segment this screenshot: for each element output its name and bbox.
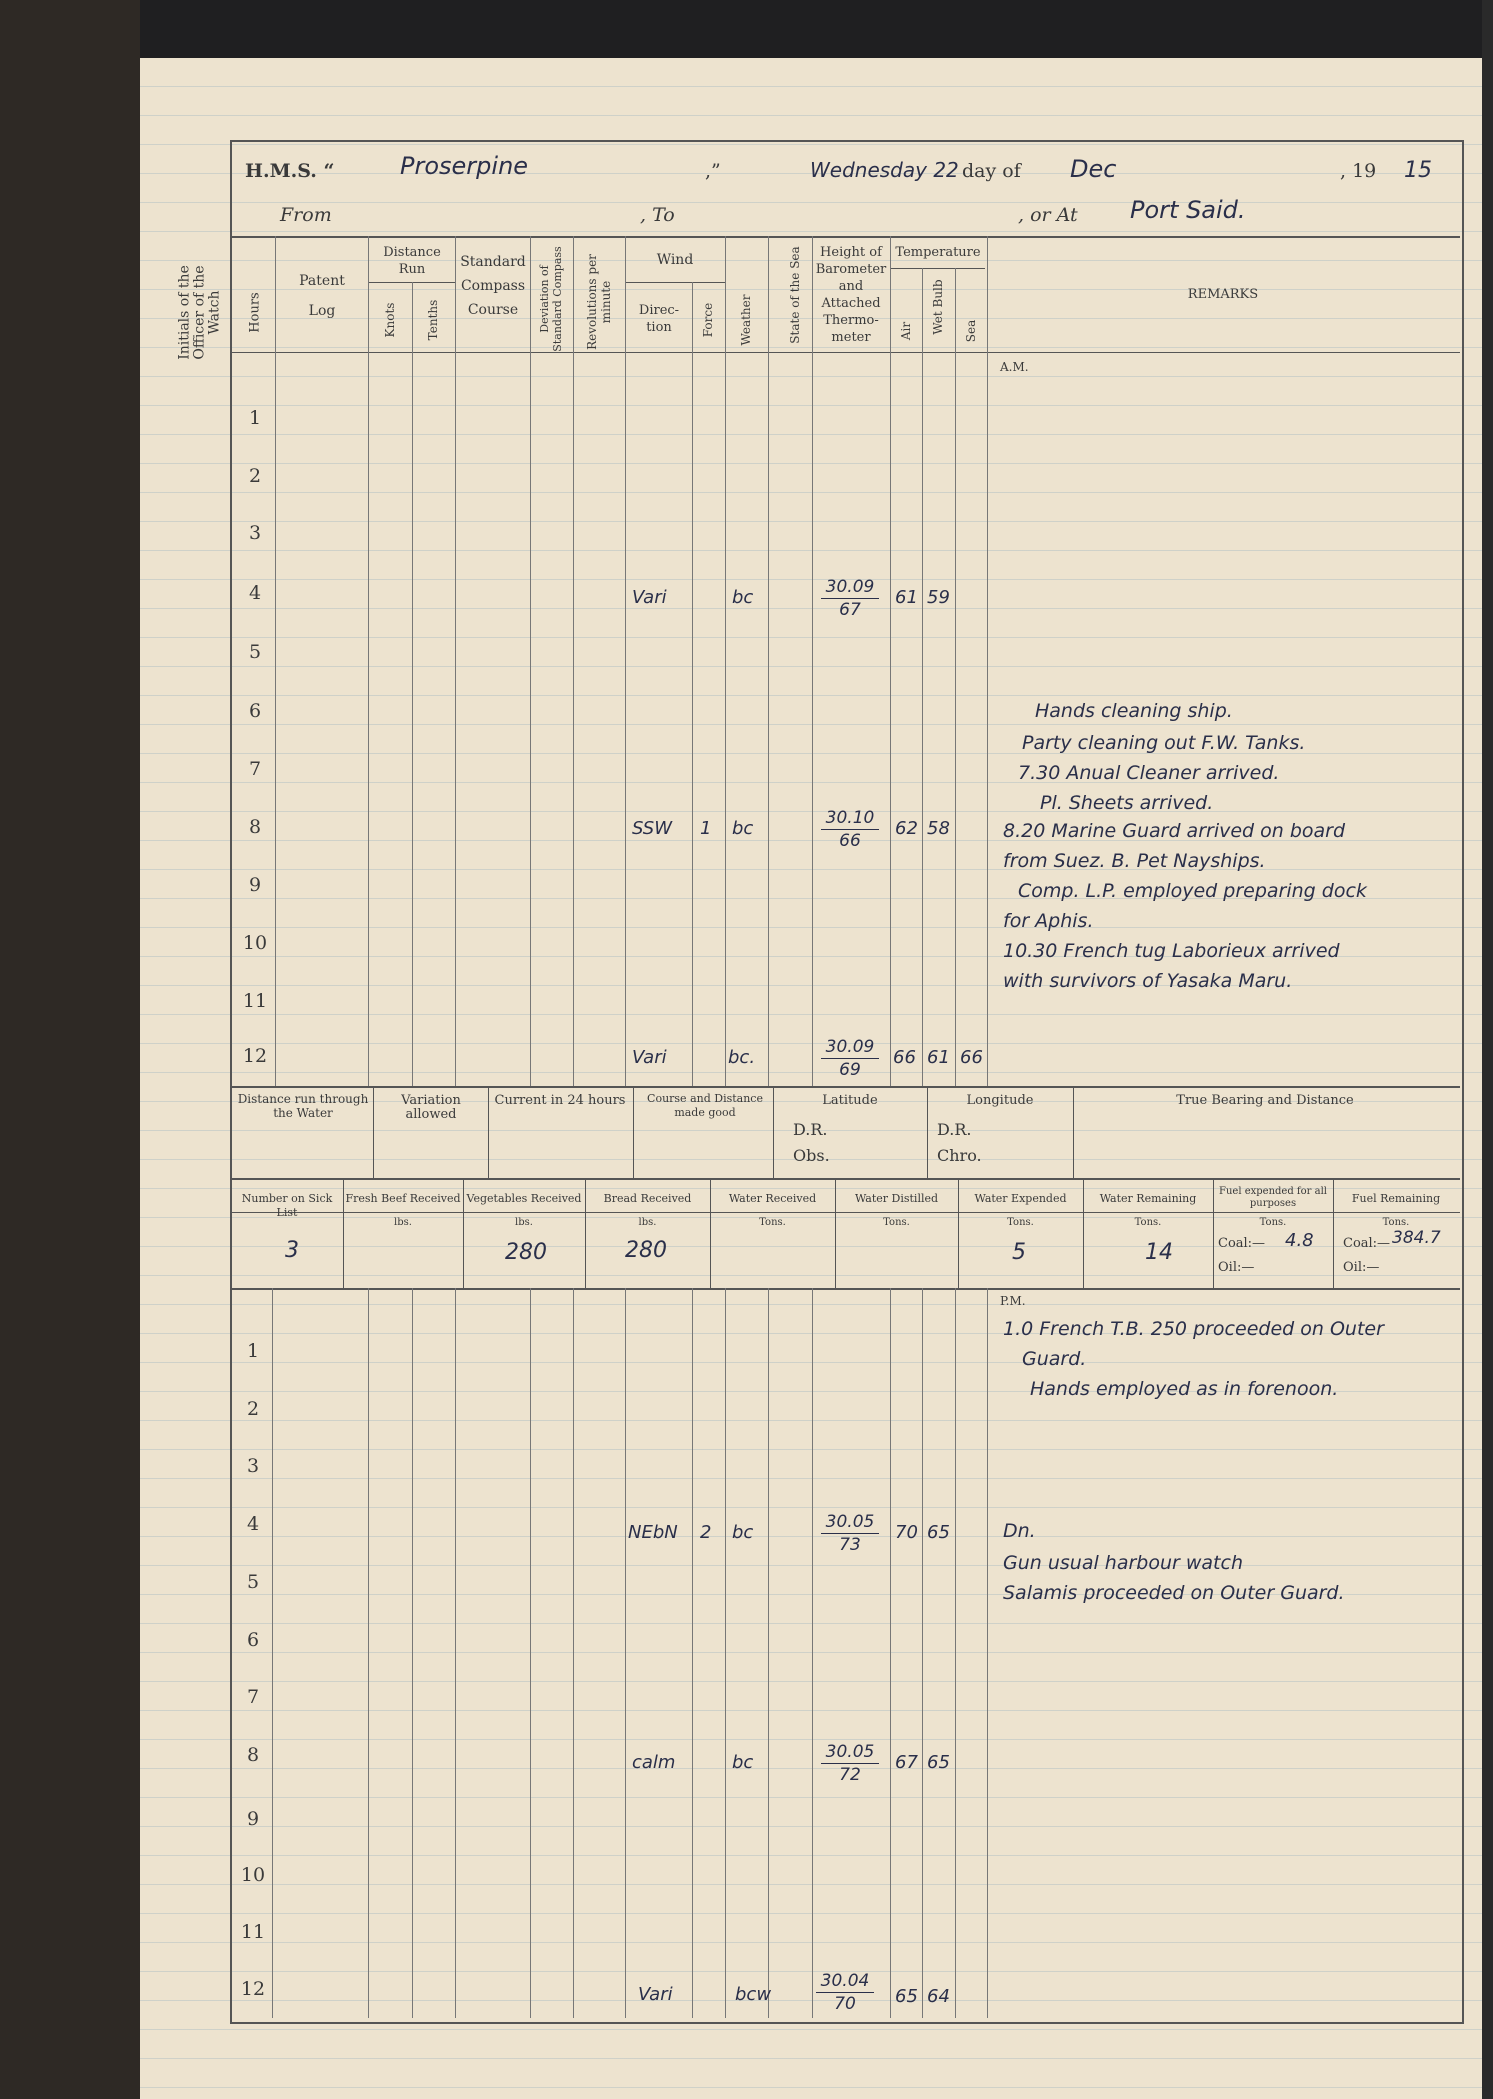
sup-h-water-rem: Water Remaining — [1099, 1192, 1197, 1205]
nav-lat-obs: Obs. — [793, 1146, 830, 1165]
col-sea: Sea — [964, 319, 978, 343]
sup-unit: Tons. — [883, 1217, 910, 1228]
coal-label-2: Coal:— — [1343, 1236, 1391, 1251]
sup-water-rem-value: 14 — [1145, 1240, 1173, 1265]
pm-8-direction: calm — [632, 1752, 676, 1773]
nav-course: Course and Distance made good — [647, 1092, 763, 1119]
ship-name: Proserpine — [400, 152, 529, 180]
quote-close: ,” — [705, 160, 721, 182]
pm-hour: 2 — [246, 1398, 260, 1420]
vline-deviation — [573, 236, 574, 1086]
col-hours: Hours — [247, 292, 263, 333]
sup-unit: Tons. — [1259, 1217, 1287, 1228]
year-prefix: , 19 — [1340, 160, 1377, 182]
am-remark: Comp. L.P. employed preparing dock — [1018, 880, 1367, 902]
pm-hour: 10 — [240, 1864, 266, 1886]
vline-sup-6 — [958, 1178, 959, 1288]
nav-longitude: Longitude — [966, 1093, 1034, 1108]
col-distance-run: Distance Run — [383, 245, 441, 277]
oil-label: Oil:— — [1218, 1260, 1255, 1275]
am-12-wet: 61 — [927, 1047, 950, 1068]
vline-force — [725, 236, 726, 1086]
am-remark: from Suez. B. Pet Nayships. — [1003, 850, 1266, 872]
sup-unit: lbs. — [638, 1217, 657, 1228]
vline-direction — [692, 282, 693, 1086]
am-4-barometer — [815, 576, 885, 621]
pm-4-wet: 65 — [927, 1522, 950, 1543]
sup-unit: Tons. — [1382, 1217, 1410, 1228]
sup-veg-value: 280 — [505, 1240, 547, 1265]
fraction-bar — [821, 1058, 879, 1059]
col-remarks: REMARKS — [1187, 287, 1259, 302]
sup-unit: lbs. — [394, 1217, 412, 1228]
sup-unit: lbs. — [515, 1217, 533, 1228]
nav-distance-run: Distance run through the Water — [237, 1092, 369, 1120]
pm-12-direction: Vari — [638, 1984, 673, 2005]
am-hour: 9 — [248, 874, 262, 896]
pm-hour: 4 — [246, 1513, 260, 1535]
place: Port Said. — [1130, 196, 1246, 224]
am-bottom-rule — [230, 1086, 1460, 1088]
pm-8-barometer — [815, 1741, 885, 1786]
pm-8-weather: bc — [732, 1752, 754, 1773]
fraction-bar — [821, 598, 879, 599]
pm-8-air: 67 — [895, 1752, 918, 1773]
vline-sup-8 — [1213, 1178, 1214, 1288]
col-revolutions: Revolutions per minute — [585, 254, 613, 350]
am-hour: 11 — [242, 990, 268, 1012]
col-knots: Knots — [383, 302, 397, 338]
am-8-force: 1 — [700, 818, 712, 839]
am-hour: 12 — [242, 1045, 268, 1067]
col-force: Force — [701, 302, 715, 338]
oil-label-2: Oil:— — [1343, 1260, 1380, 1275]
sup-sick-value: 3 — [285, 1238, 299, 1263]
col-barometer: Height of Barometer and Attached Thermo- meter — [815, 245, 887, 345]
nav-bearing: True Bearing and Distance — [1176, 1093, 1354, 1108]
sup-bread-value: 280 — [625, 1238, 667, 1263]
am-hour: 8 — [248, 816, 262, 838]
baro-reading: 30.10 — [825, 808, 875, 828]
or-at-label: , or At — [1018, 204, 1078, 226]
supplies-header-rule — [230, 1212, 1460, 1213]
vline-pm-knots — [412, 1288, 413, 2018]
am-12-barometer — [815, 1036, 885, 1081]
am-hour: 3 — [248, 522, 262, 544]
vline-pm-tenths — [455, 1288, 456, 2018]
am-8-barometer — [815, 807, 885, 852]
therm-reading: 70 — [834, 1994, 856, 2014]
col-tenths: Tenths — [426, 299, 440, 341]
vline-pm-sea-state — [812, 1288, 813, 2018]
sup-h-water-exp: Water Expended — [974, 1192, 1067, 1205]
vline-compass — [530, 236, 531, 1086]
pm-12-barometer — [810, 1970, 880, 2015]
pm-4-air: 70 — [895, 1522, 918, 1543]
col-temperature: Temperature — [895, 245, 981, 260]
sup-h-beef: Fresh Beef Received — [345, 1192, 461, 1205]
am-hour: 5 — [248, 641, 262, 663]
am-remark: for Aphis. — [1003, 910, 1094, 932]
nav-current: Current in 24 hours — [494, 1093, 626, 1108]
month: Dec — [1070, 155, 1117, 183]
coal-remaining: 384.7 — [1392, 1228, 1441, 1248]
col-wind: Wind — [656, 252, 694, 268]
baro-reading: 30.09 — [825, 577, 875, 597]
am-8-air: 62 — [895, 818, 918, 839]
officer-initials-label: Initials of the Officer of the Watch — [176, 265, 223, 360]
vline-pm-compass — [530, 1288, 531, 2018]
pm-4-barometer — [815, 1511, 885, 1556]
col-air: Air — [899, 321, 913, 341]
pm-hour: 1 — [246, 1340, 260, 1362]
vline-sup-5 — [835, 1178, 836, 1288]
am-12-air: 66 — [893, 1047, 916, 1068]
baro-reading: 30.05 — [825, 1512, 875, 1532]
vline-air — [922, 268, 923, 1086]
day-of-label: day of — [962, 160, 1021, 182]
am-hour: 7 — [248, 758, 262, 780]
am-12-direction: Vari — [632, 1047, 667, 1068]
col-standard-compass: Standard Compass Course — [460, 254, 526, 318]
vline-pm-weather — [768, 1288, 769, 2018]
vline-sup-7 — [1083, 1178, 1084, 1288]
sup-h-bread: Bread Received — [603, 1192, 692, 1205]
baro-reading: 30.05 — [825, 1742, 875, 1762]
vline-patentlog — [368, 236, 369, 1086]
am-hour: 6 — [248, 700, 262, 722]
am-remark: 7.30 Anual Cleaner arrived. — [1018, 762, 1280, 784]
vline-pm-dir — [692, 1288, 693, 2018]
sup-h-fuel-rem: Fuel Remaining — [1351, 1192, 1441, 1205]
sup-h-veg: Vegetables Received — [466, 1192, 582, 1205]
pm-hour: 11 — [240, 1921, 266, 1943]
sup-water-exp-value: 5 — [1012, 1240, 1026, 1265]
am-remark: 8.20 Marine Guard arrived on board — [1003, 820, 1346, 842]
col-state-sea: State of the Sea — [788, 246, 802, 344]
vline-nav-4 — [773, 1086, 774, 1178]
fraction-bar — [816, 1992, 874, 1993]
vline-sup-2 — [463, 1178, 464, 1288]
wind-subrule — [625, 282, 725, 283]
therm-reading: 67 — [839, 600, 861, 620]
am-4-direction: Vari — [632, 587, 667, 608]
vline-nav-1 — [373, 1086, 374, 1178]
vline-nav-2 — [488, 1086, 489, 1178]
am-remark: Pl. Sheets arrived. — [1040, 792, 1214, 814]
vline-pm-force — [725, 1288, 726, 2018]
therm-reading: 66 — [839, 831, 861, 851]
col-deviation: Deviation of Standard Compass — [538, 246, 564, 352]
vline-temp-sea — [987, 236, 988, 1086]
vline-knots — [412, 282, 413, 1086]
sup-h-water-rec: Water Received — [728, 1192, 817, 1205]
am-12-weather: bc. — [728, 1047, 756, 1068]
baro-reading: 30.04 — [820, 1971, 870, 1991]
am-remark: 10.30 French tug Laborieux arrived — [1003, 940, 1340, 962]
column-header-rule — [230, 352, 1460, 353]
baro-reading: 30.09 — [825, 1037, 875, 1057]
vline-pm-dev — [573, 1288, 574, 2018]
vline-revs — [625, 236, 626, 1086]
side-label — [176, 240, 223, 370]
vline-sea-state — [812, 236, 813, 1086]
from-label: From — [280, 204, 332, 226]
vline-wetbulb — [955, 268, 956, 1086]
pm-remark: 1.0 French T.B. 250 proceeded on Outer — [1003, 1318, 1384, 1340]
nav-latitude: Latitude — [822, 1093, 878, 1108]
am-4-wet: 59 — [927, 587, 950, 608]
pm-8-wet: 65 — [927, 1752, 950, 1773]
col-wet-bulb: Wet Bulb — [931, 279, 945, 335]
nav-bottom-rule — [230, 1178, 1460, 1180]
col-direction: Direc- tion — [638, 303, 680, 335]
pm-4-weather: bc — [732, 1522, 754, 1543]
pm-remark: Salamis proceeded on Outer Guard. — [1003, 1582, 1345, 1604]
sup-unit: Tons. — [759, 1217, 786, 1228]
pm-label: P.M. — [1000, 1294, 1026, 1308]
sup-unit: Tons. — [1134, 1217, 1162, 1228]
fraction-bar — [821, 1763, 879, 1764]
vline-sup-1 — [343, 1178, 344, 1288]
sup-h-water-dist: Water Distilled — [854, 1192, 939, 1205]
year-suffix: 15 — [1404, 158, 1432, 183]
vline-weather — [768, 236, 769, 1086]
scanner-background-top — [0, 0, 1493, 60]
nav-lon-dr: D.R. — [937, 1120, 972, 1139]
am-label: A.M. — [1000, 360, 1029, 374]
temperature-subrule — [890, 268, 985, 269]
pm-hour: 12 — [240, 1978, 266, 2000]
am-12-sea: 66 — [960, 1047, 983, 1068]
vline-nav-5 — [927, 1086, 928, 1178]
am-8-direction: SSW — [632, 818, 673, 839]
vline-pm-log — [368, 1288, 369, 2018]
am-8-wet: 58 — [927, 818, 950, 839]
col-weather: Weather — [739, 294, 753, 346]
am-hour: 2 — [248, 465, 262, 487]
pm-12-weather: bcw — [735, 1984, 772, 2005]
scanner-background-right — [1482, 0, 1493, 2099]
pm-12-wet: 64 — [927, 1986, 950, 2007]
pm-hour: 7 — [246, 1686, 260, 1708]
pm-remark: Gun usual harbour watch — [1003, 1552, 1243, 1574]
pm-remark: Guard. — [1022, 1348, 1087, 1370]
pm-remark: Hands employed as in forenoon. — [1030, 1378, 1339, 1400]
nav-variation: Variation allowed — [401, 1093, 461, 1122]
nav-lon-chro: Chro. — [937, 1146, 982, 1165]
therm-reading: 73 — [839, 1535, 861, 1555]
pm-hour: 5 — [246, 1571, 260, 1593]
am-hour: 4 — [248, 582, 262, 604]
vline-pm-wet — [955, 1288, 956, 2018]
am-4-air: 61 — [895, 587, 918, 608]
col-patent-log: Patent Log — [299, 273, 345, 319]
sup-h-fuel-exp: Fuel expended for all purposes — [1219, 1186, 1327, 1209]
vline-nav-6 — [1073, 1086, 1074, 1178]
am-remark: Hands cleaning ship. — [1035, 700, 1233, 722]
scanner-background-left — [0, 0, 140, 2099]
sup-h-sick: Number on Sick List — [241, 1192, 333, 1219]
hms-label: H.M.S. “ — [245, 160, 335, 182]
vline-pm-air — [922, 1288, 923, 2018]
pm-4-direction: NEbN — [628, 1522, 678, 1543]
vline-sup-9 — [1333, 1178, 1334, 1288]
coal-expended: 4.8 — [1285, 1230, 1314, 1251]
nav-lat-dr: D.R. — [793, 1120, 828, 1139]
pm-hour: 9 — [246, 1808, 260, 1830]
sup-unit: Tons. — [1007, 1217, 1034, 1228]
fraction-bar — [821, 829, 879, 830]
am-hour: 1 — [248, 407, 262, 429]
therm-reading: 69 — [839, 1060, 861, 1080]
am-8-weather: bc — [732, 818, 754, 839]
vline-pm-baro — [890, 1288, 891, 2018]
vline-pm-sea — [987, 1288, 988, 2018]
weekday-date: Wednesday 22 — [810, 158, 959, 182]
pm-12-air: 65 — [895, 1986, 918, 2007]
pm-hour: 8 — [246, 1744, 260, 1766]
vline-nav-3 — [633, 1086, 634, 1178]
fraction-bar — [821, 1533, 879, 1534]
vline-pm-revs — [625, 1288, 626, 2018]
vline-barometer — [890, 236, 891, 1086]
vline-sup-3 — [585, 1178, 586, 1288]
pm-remark: Dn. — [1003, 1520, 1036, 1542]
coal-label: Coal:— — [1218, 1236, 1266, 1251]
am-remark: Party cleaning out F.W. Tanks. — [1022, 732, 1306, 754]
therm-reading: 72 — [839, 1765, 861, 1785]
supplies-bottom-rule — [230, 1288, 1460, 1290]
pm-hour: 3 — [246, 1455, 260, 1477]
vline-sup-4 — [710, 1178, 711, 1288]
vline-tenths — [455, 236, 456, 1086]
pm-hour: 6 — [246, 1629, 260, 1651]
am-hour: 10 — [242, 932, 268, 954]
header-rule — [230, 236, 1460, 238]
pm-4-force: 2 — [700, 1522, 712, 1543]
am-4-weather: bc — [732, 587, 754, 608]
to-label: , To — [640, 204, 675, 226]
am-remark: with survivors of Yasaka Maru. — [1003, 970, 1293, 992]
